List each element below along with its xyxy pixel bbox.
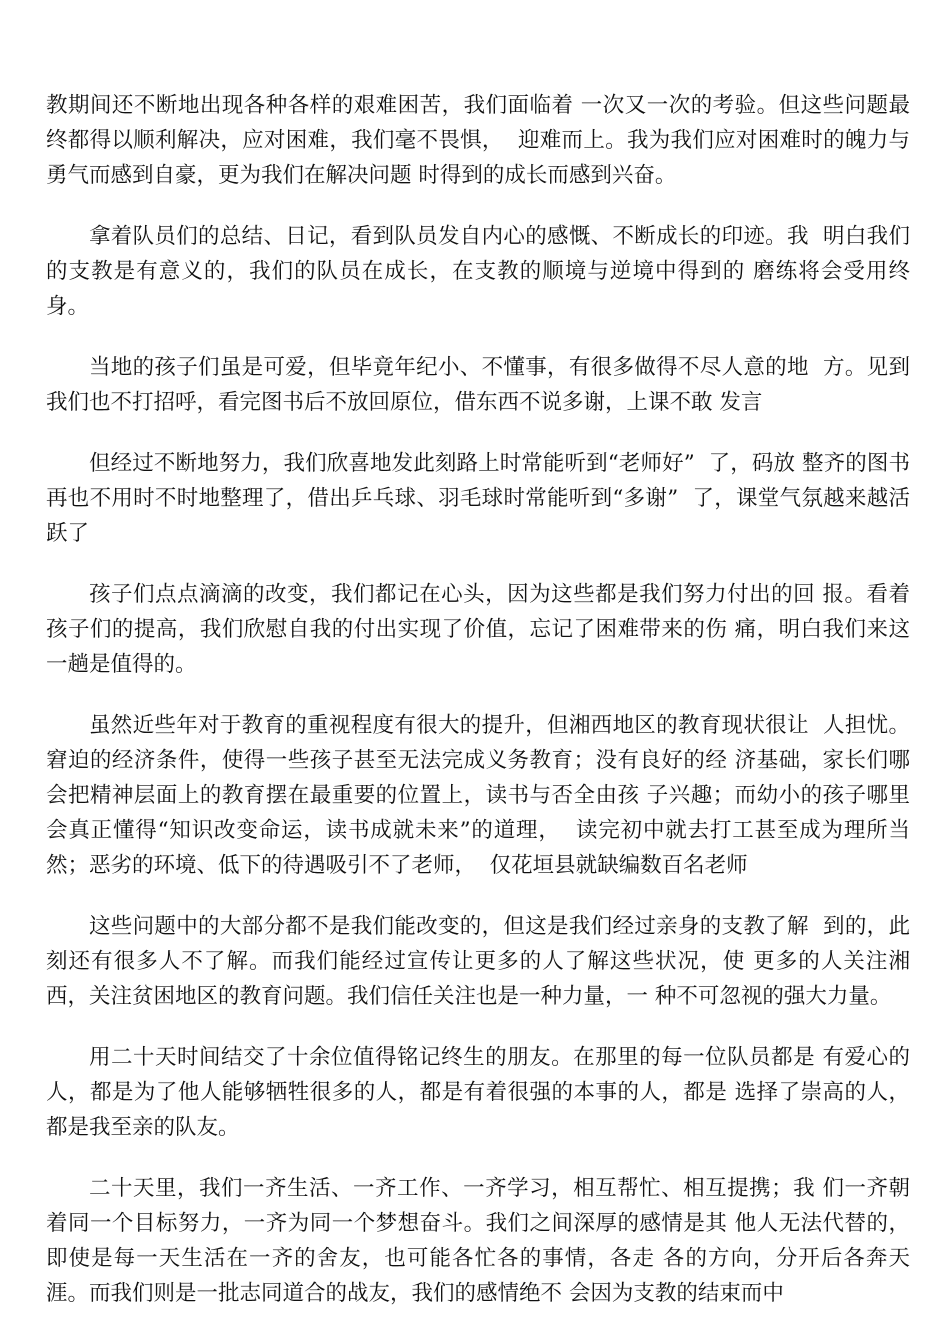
paragraph-9: 二十天里，我们一齐生活、一齐工作、一齐学习，相互帮忙、相互提携；我 们一齐朝着同一个目标努力，一齐为同一个梦想奋斗。我们之间深厚的感情是其 他人无法代替的，即使是每一天生活在一齐的舍友，也可能各忙各的事情，各走 各的方向，分开后各奔天涯。而我们则是一批志同道合的战友，我们的感情绝不 会因为支教的结束而中 xyxy=(46,1176,910,1306)
paragraph-3: 当地的孩子们虽是可爱，但毕竟年纪小、不懂事，有很多做得不尽人意的地 方。见到我们也不打招呼，看完图书后不放回原位，借东西不说多谢，上课不敢 发言 xyxy=(46,355,910,415)
paragraph-2: 拿着队员们的总结、日记，看到队员发自内心的感慨、不断成长的印迹。我 明白我们的支教是有意义的，我们的队员在成长，在支教的顺境与逆境中得到的 磨练将会受用终身。 xyxy=(46,224,910,319)
paragraph-6: 虽然近些年对于教育的重视程度有很大的提升，但湘西地区的教育现状很让 人担忧。窘迫的经济条件，使得一些孩子甚至无法完成义务教育；没有良好的经 济基础，家长们哪会把精神层面上的教育摆在最重要的位置上，读书与否全由孩 子兴趣；而幼小的孩子哪里会真正懂得“知识改变命运，读书成就未来”的道理， 读完初中就去打工甚至成为理所当然；恶劣的环境、低下的待遇吸引不了老师， 仅花垣县就缺编数百名老师 xyxy=(46,713,910,878)
paragraph-1: 教期间还不断地出现各种各样的艰难困苦，我们面临着 一次又一次的考验。但这些问题最终都得以顺利解决，应对困难，我们毫不畏惧， 迎难而上。我为我们应对困难时的魄力与勇气而感到自豪，更为我们在解决问题 时得到的成长而感到兴奋。 xyxy=(46,93,910,188)
paragraph-5: 孩子们点点滴滴的改变，我们都记在心头，因为这些都是我们努力付出的回 报。看着孩子们的提高，我们欣慰自我的付出实现了价值，忘记了困难带来的伤 痛，明白我们来这一趟是值得的。 xyxy=(46,582,910,677)
paragraph-8: 用二十天时间结交了十余位值得铭记终生的朋友。在那里的每一位队员都是 有爱心的人，都是为了他人能够牺牲很多的人，都是有着很强的本事的人，都是 选择了崇高的人，都是我至亲的队友。 xyxy=(46,1045,910,1140)
paragraph-4: 但经过不断地努力，我们欣喜地发此刻路上时常能听到“老师好” 了，码放 整齐的图书再也不用时不时地整理了，借出乒乓球、羽毛球时常能听到“多谢” 了，课堂气氛越来越活跃了 xyxy=(46,451,910,546)
paragraph-7: 这些问题中的大部分都不是我们能改变的，但这是我们经过亲身的支教了解 到的，此刻还有很多人不了解。而我们能经过宣传让更多的人了解这些状况，使 更多的人关注湘西，关注贫困地区的教育问题。我们信任关注也是一种力量，一 种不可忽视的强大力量。 xyxy=(46,914,910,1009)
